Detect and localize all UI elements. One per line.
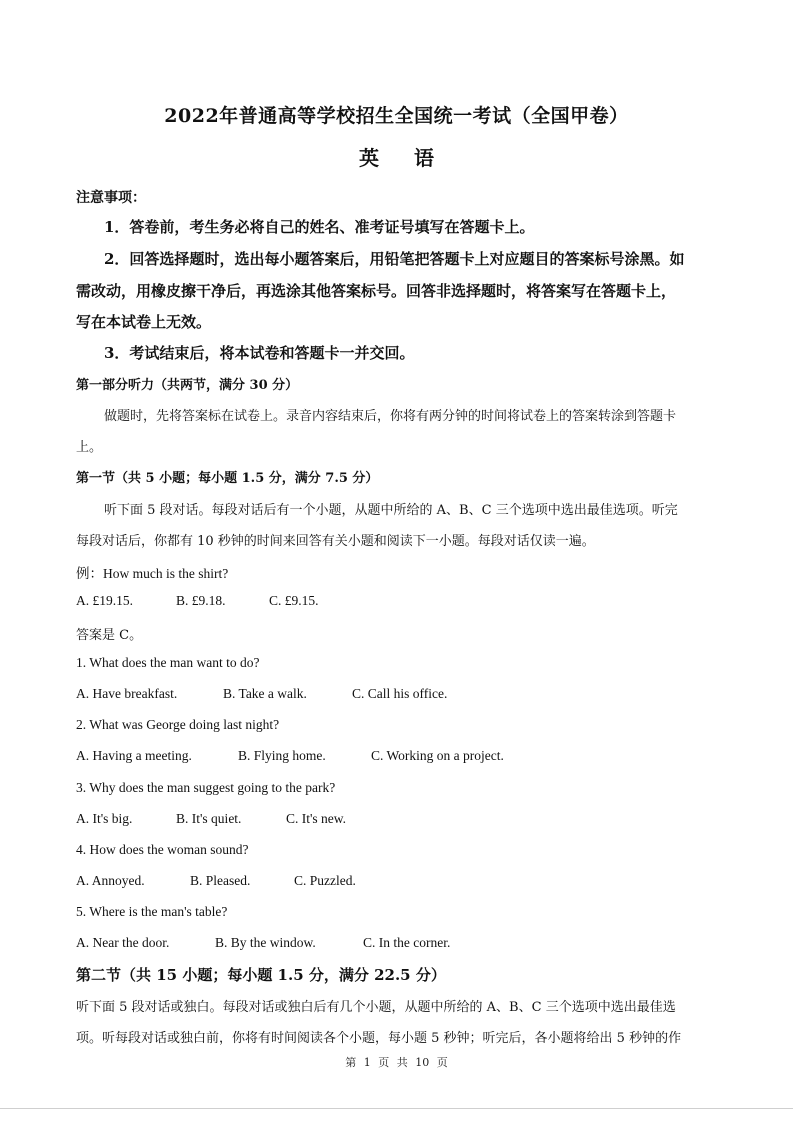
part1-intro: 做题时，先将答案标在试卷上。录音内容结束后，你将有两分钟的时间将试卷上的答案转涂到答题卡	[104, 409, 677, 424]
option: A. Near the door.	[76, 935, 170, 950]
question-3-options	[76, 811, 346, 827]
question-5: 5. Where is the man's table?	[76, 904, 228, 919]
section2-heading: 第二节（共 15 小题；每小题 1.5 分，满分 22.5 分）	[76, 966, 446, 984]
part1-heading: 第一部分听力（共两节，满分 30 分）	[76, 378, 299, 393]
notice-item: 需改动，用橡皮擦干净后，再选涂其他答案标号。回答非选择题时，将答案写在答题卡上，	[76, 282, 677, 300]
question-1-options	[76, 686, 447, 702]
question-4: 4. How does the woman sound?	[76, 842, 249, 857]
option: C. It's new.	[286, 811, 347, 826]
question-3: 3. Why does the man suggest going to the park?	[76, 780, 336, 795]
option: A. It's big.	[76, 811, 133, 826]
option: C. Puzzled.	[294, 873, 356, 888]
question-4-options	[76, 873, 356, 889]
option: A. Have breakfast.	[76, 686, 178, 701]
option: C. Working on a project.	[371, 748, 504, 763]
notice-item: 1．答卷前，考生务必将自己的姓名、准考证号填写在答题卡上。	[104, 218, 535, 236]
option: B. By the window.	[215, 935, 316, 950]
option: A. Having a meeting.	[76, 748, 192, 763]
part1-intro: 上。	[76, 440, 103, 455]
option: C. £9.15.	[269, 593, 319, 608]
option: C. Call his office.	[352, 686, 448, 701]
page-divider	[0, 1108, 793, 1109]
subject-title: 英 语	[359, 146, 434, 170]
question-2-options	[76, 748, 504, 764]
question-5-options	[76, 935, 450, 951]
option: B. Flying home.	[238, 748, 326, 763]
notice-item: 写在本试卷上无效。	[76, 313, 212, 331]
page-number: 第 1 页 共 10 页	[345, 1056, 448, 1069]
notice-heading: 注意事项：	[76, 190, 146, 206]
notice-item: 2．回答选择题时，选出每小题答案后，用铅笔把答题卡上对应题目的答案标号涂黑。如	[104, 250, 685, 268]
section1-heading: 第一节（共 5 小题；每小题 1.5 分，满分 7.5 分）	[76, 471, 379, 486]
option: B. Take a walk.	[223, 686, 307, 701]
option: B. Pleased.	[190, 873, 251, 888]
section1-intro: 听下面 5 段对话。每段对话后有一个小题，从题中所给的 A、B、C 三个选项中选出最佳选项。听完	[104, 503, 678, 518]
example-answer: 答案是 C。	[76, 628, 143, 643]
example-options	[76, 593, 319, 609]
option: C. In the corner.	[363, 935, 451, 950]
page-title: 2022年普通高等学校招生全国统一考试（全国甲卷）	[164, 105, 629, 127]
question-2: 2. What was George doing last night?	[76, 717, 280, 732]
question-1: 1. What does the man want to do?	[76, 655, 260, 670]
option: A. Annoyed.	[76, 873, 145, 888]
notice-item: 3．考试结束后，将本试卷和答题卡一并交回。	[104, 344, 415, 362]
option: B. £9.18.	[176, 593, 226, 608]
option: B. It's quiet.	[176, 811, 242, 826]
option: A. £19.15.	[76, 593, 133, 608]
section1-intro: 每段对话后，你都有 10 秒钟的时间来回答有关小题和阅读下一小题。每段对话仅读一遍。	[76, 534, 595, 549]
section2-intro: 听下面 5 段对话或独白。每段对话或独白后有几个小题，从题中所给的 A、B、C 三个选项中选出最佳选	[76, 1000, 676, 1015]
section2-intro: 项。听每段对话或独白前，你将有时间阅读各个小题，每小题 5 秒钟；听完后，各小题将给出 5 秒钟的作	[76, 1031, 682, 1046]
example-question: 例：How much is the shirt?	[76, 566, 229, 581]
